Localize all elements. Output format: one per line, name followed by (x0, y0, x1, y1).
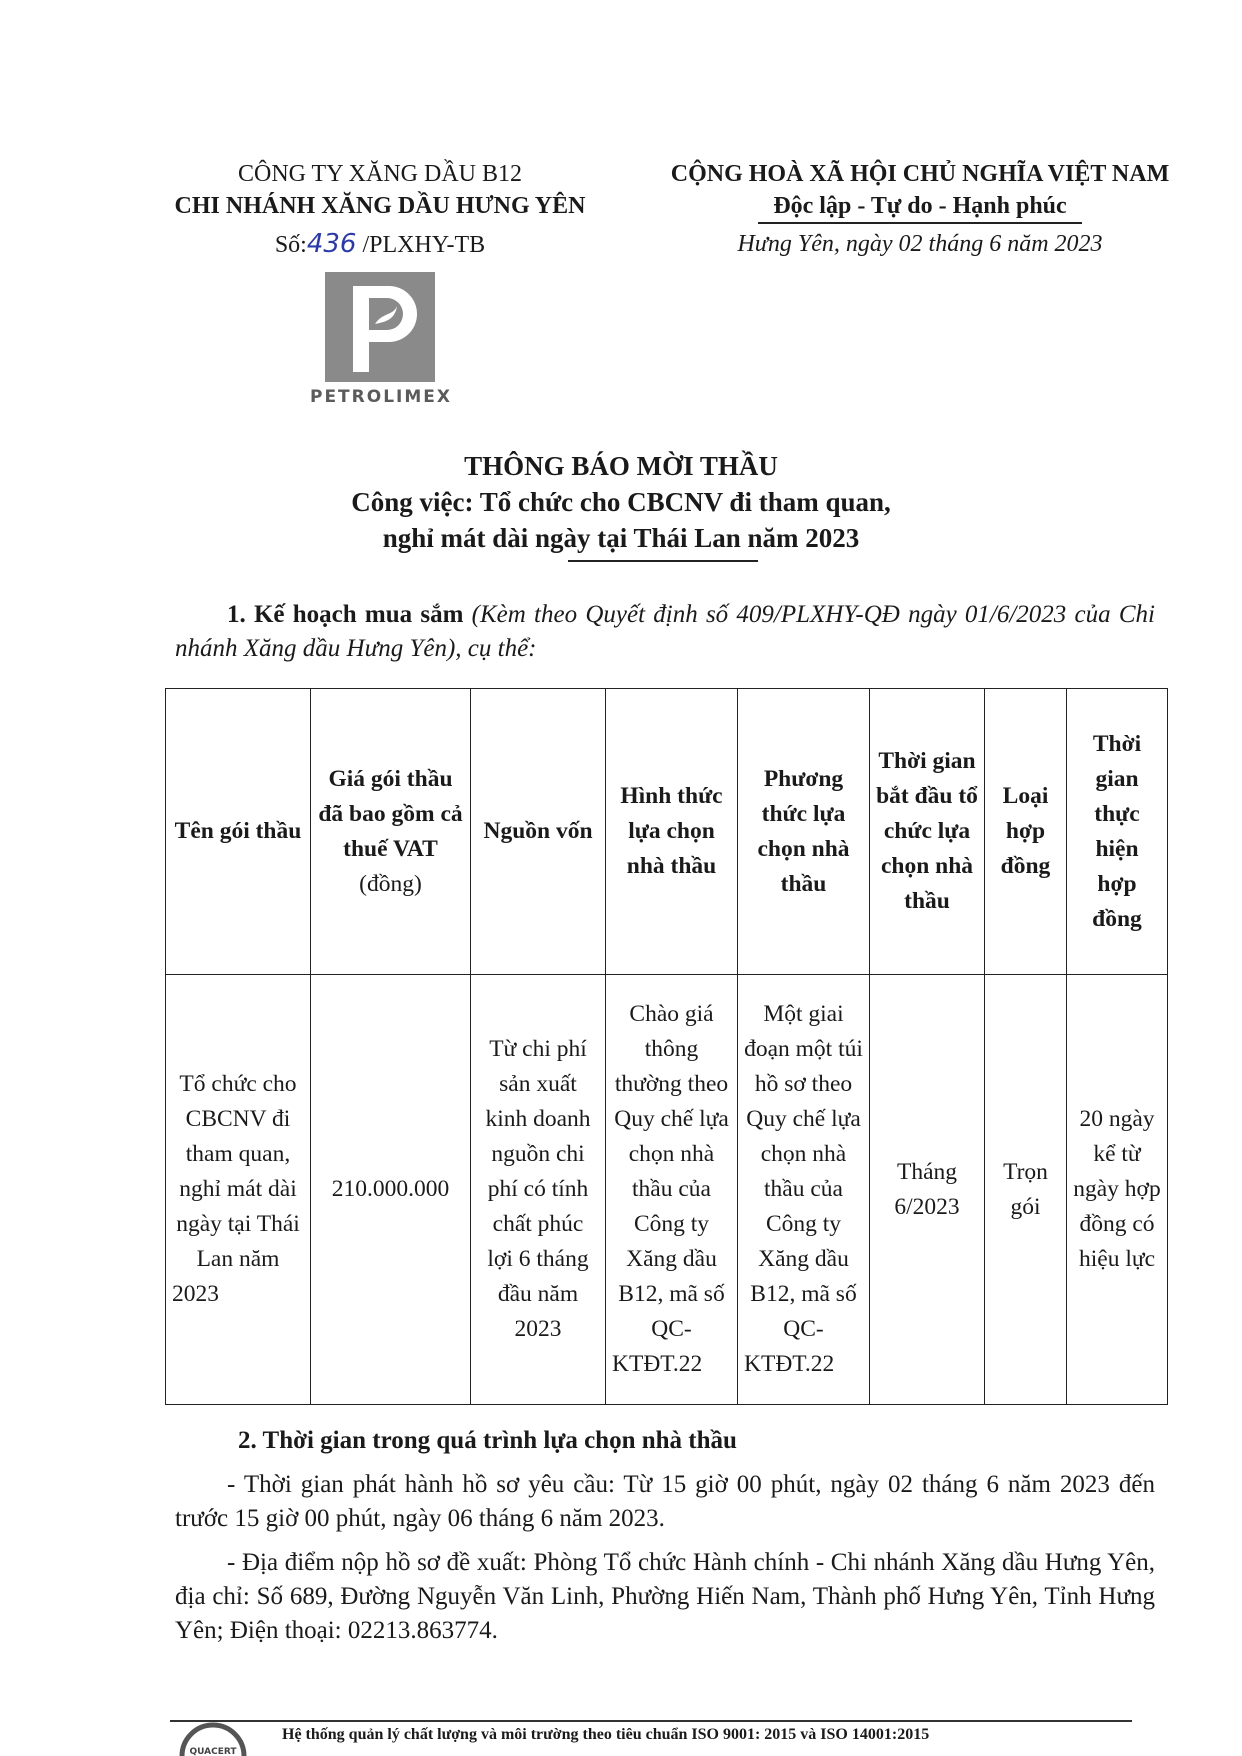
title-line-1: Công việc: Tổ chức cho CBCNV đi tham quan, (351, 487, 891, 517)
title-underline (568, 560, 758, 562)
title-main: THÔNG BÁO MỜI THẦU (464, 451, 778, 481)
seal-text: QUACERT (189, 1747, 237, 1756)
cell-contract-type: Trọn gói (985, 975, 1067, 1405)
sender-block (150, 158, 610, 261)
section-2-item-2: - Địa điểm nộp hồ sơ đề xuất: Phòng Tổ chức Hành chính - Chi nhánh Xăng dầu Hưng Yên, địa chỉ: Số 689, Đường Nguyễn Văn Linh, Phường Hiến Nam, Thành phố Hưng Yên, Tỉnh Hưng Yên; Điện thoại: 02213.863774. (175, 1549, 1155, 1644)
document-number (150, 228, 610, 261)
cell-duration: 20 ngày kể từ ngày hợp đồng có hiệu lực (1067, 975, 1168, 1405)
petrolimex-logo-icon (325, 272, 435, 382)
header-price: Giá gói thầu đã bao gồm cả thuế VAT (đồng) (311, 689, 471, 975)
header-selection-form: Hình thức lựa chọn nhà thầu (606, 689, 738, 975)
footer-divider (170, 1720, 1132, 1722)
company-name: CÔNG TY XĂNG DẦU B12 (237, 161, 522, 187)
logo-brand-text: PETROLIMEX (309, 387, 452, 407)
cell-price: 210.000.000 (311, 975, 471, 1405)
header-contract-type: Loại hợp đồng (985, 689, 1067, 975)
header-package-name: Tên gói thầu (166, 689, 311, 975)
motto: Độc lập - Tự do - Hạnh phúc (773, 193, 1067, 219)
certification-seal-icon (178, 1722, 248, 1756)
header-selection-method: Phương thức lựa chọn nhà thầu (738, 689, 870, 975)
doc-number-suffix: /PLXHY-TB (356, 232, 486, 258)
section-2-heading: 2. Thời gian trong quá trình lựa chọn nhà thầu (238, 1427, 737, 1454)
branch-name: CHI NHÁNH XĂNG DẦU HƯNG YÊN (174, 193, 586, 219)
title-line-2: nghỉ mát dài ngày tại Thái Lan năm 2023 (382, 523, 860, 553)
section-1-heading: 1. Kế hoạch mua sắm (227, 601, 464, 628)
cell-funding: Từ chi phí sản xuất kinh doanh nguồn chi phí có tính chất phúc lợi 6 tháng đầu năm 2023 (471, 975, 606, 1405)
table-header-row (166, 689, 1168, 975)
national-header (640, 158, 1200, 260)
footer-iso-note: Hệ thống quản lý chất lượng và môi trường theo tiêu chuẩn ISO 9001: 2015 và ISO 14001:2015 (282, 1726, 930, 1743)
doc-number-handwritten: 436 (306, 229, 357, 259)
cell-selection-form: Chào giá thông thường theo Quy chế lựa chọn nhà thầu của Công ty Xăng dầu B12, mã số QC-KTĐT.22 (606, 975, 738, 1405)
cell-selection-method: Một giai đoạn một túi hồ sơ theo Quy chế lựa chọn nhà thầu của Công ty Xăng dầu B12, mã số QC-KTĐT.22 (738, 975, 870, 1405)
table-row (166, 975, 1168, 1405)
header-funding: Nguồn vốn (471, 689, 606, 975)
cell-start-time: Tháng 6/2023 (870, 975, 985, 1405)
section-1-intro (175, 598, 1155, 666)
procurement-plan-table (165, 688, 1168, 1405)
place-date: Hưng Yên, ngày 02 tháng 6 năm 2023 (737, 231, 1103, 257)
nation-title: CỘNG HOÀ XÃ HỘI CHỦ NGHĨA VIỆT NAM (670, 161, 1170, 187)
doc-number-prefix: Số: (274, 232, 307, 258)
cell-package-name: Tổ chức cho CBCNV đi tham quan, nghỉ mát dài ngày tại Thái Lan năm 2023 (166, 975, 311, 1405)
section-2-item-1: - Thời gian phát hành hồ sơ yêu cầu: Từ 15 giờ 00 phút, ngày 02 tháng 6 năm 2023 đến trước 15 giờ 00 phút, ngày 06 tháng 6 năm 2023. (175, 1471, 1155, 1532)
header-start-time: Thời gian bắt đầu tổ chức lựa chọn nhà thầu (870, 689, 985, 975)
section-1-note: (Kèm theo Quyết định số 409/PLXHY-QĐ ngày 01/6/2023 của Chi nhánh Xăng dầu Hưng Yên), cụ thể: (175, 601, 1155, 662)
document-title (0, 448, 1242, 556)
header-duration: Thời gian thực hiện hợp đồng (1067, 689, 1168, 975)
motto-underline (758, 222, 1082, 224)
